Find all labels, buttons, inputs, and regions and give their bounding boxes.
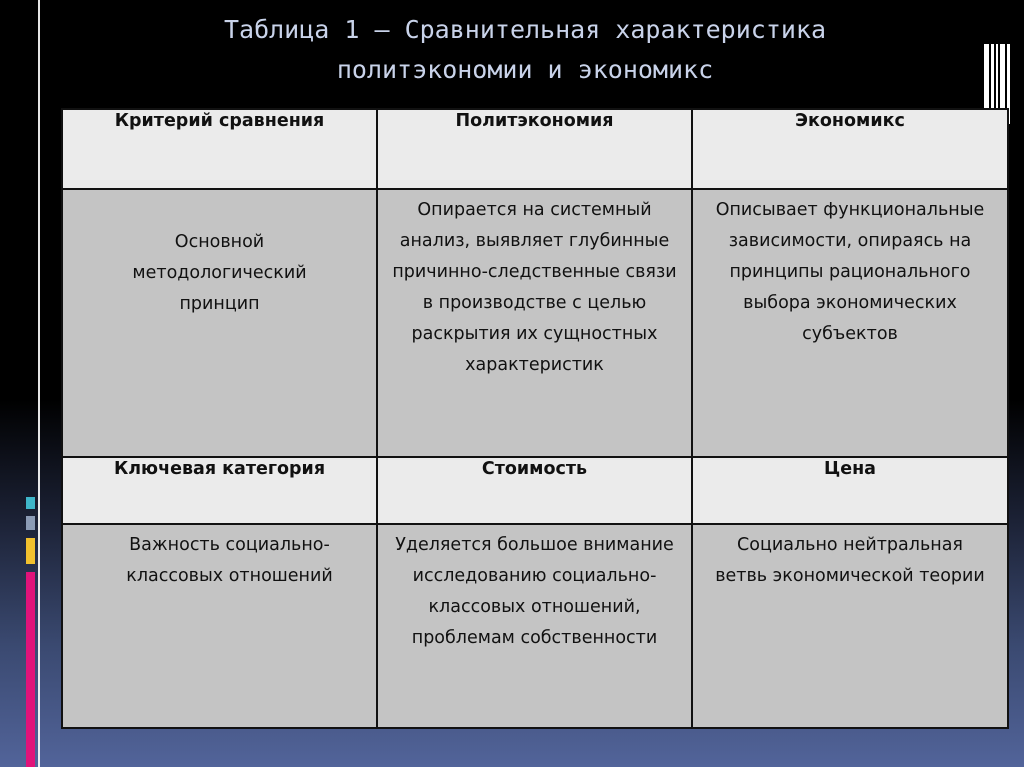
table-row bbox=[62, 457, 1008, 524]
title-line-1: Таблица 1 – Сравнительная характеристика bbox=[223, 15, 827, 44]
header-criterion bbox=[62, 109, 377, 189]
comparison-table bbox=[61, 108, 1009, 729]
cell-text: Уделяется большое внимание исследованию социально-классовых отношений, проблемам собственности bbox=[395, 535, 674, 648]
table-cell bbox=[377, 524, 692, 728]
table-cell bbox=[62, 457, 377, 524]
slide-title bbox=[90, 10, 960, 90]
header-economics bbox=[692, 109, 1008, 189]
header-political-economy bbox=[377, 109, 692, 189]
table-cell bbox=[692, 457, 1008, 524]
cell-text: Ключевая категория bbox=[113, 459, 326, 479]
table-cell bbox=[377, 189, 692, 457]
table-cell bbox=[692, 524, 1008, 728]
table-cell bbox=[377, 457, 692, 524]
accent-mark-cyan bbox=[26, 497, 35, 509]
table-cell bbox=[692, 189, 1008, 457]
accent-mark-magenta bbox=[26, 572, 35, 767]
table-row bbox=[62, 189, 1008, 457]
header-label: Экономикс bbox=[795, 111, 905, 131]
header-label: Политэкономия bbox=[455, 111, 614, 131]
cell-text: Описывает функциональные зависимости, опираясь на принципы рационального выбора экономических субъектов bbox=[715, 200, 985, 344]
title-line-2: политэкономии и экономикс bbox=[336, 55, 714, 84]
cell-text: Опирается на системный анализ, выявляет глубинные причинно-следственные связи в производстве с целью раскрытия их сущностных характеристик bbox=[392, 200, 677, 375]
table-cell bbox=[62, 189, 377, 457]
accent-mark-yellow bbox=[26, 538, 35, 564]
left-decor-bar bbox=[0, 0, 40, 767]
cell-text: Стоимость bbox=[481, 459, 588, 479]
table-cell bbox=[62, 524, 377, 728]
cell-text: Важность социально-классовых отношений bbox=[126, 535, 333, 586]
header-label: Критерий сравнения bbox=[114, 111, 325, 131]
left-edge-line bbox=[38, 0, 40, 767]
accent-mark-gray bbox=[26, 516, 35, 530]
table-header-row bbox=[62, 109, 1008, 189]
cell-text: Социально нейтральная ветвь экономической теории bbox=[715, 535, 985, 586]
table-row bbox=[62, 524, 1008, 728]
cell-text: Основной методологический принцип bbox=[132, 232, 307, 314]
cell-text: Цена bbox=[823, 459, 876, 479]
